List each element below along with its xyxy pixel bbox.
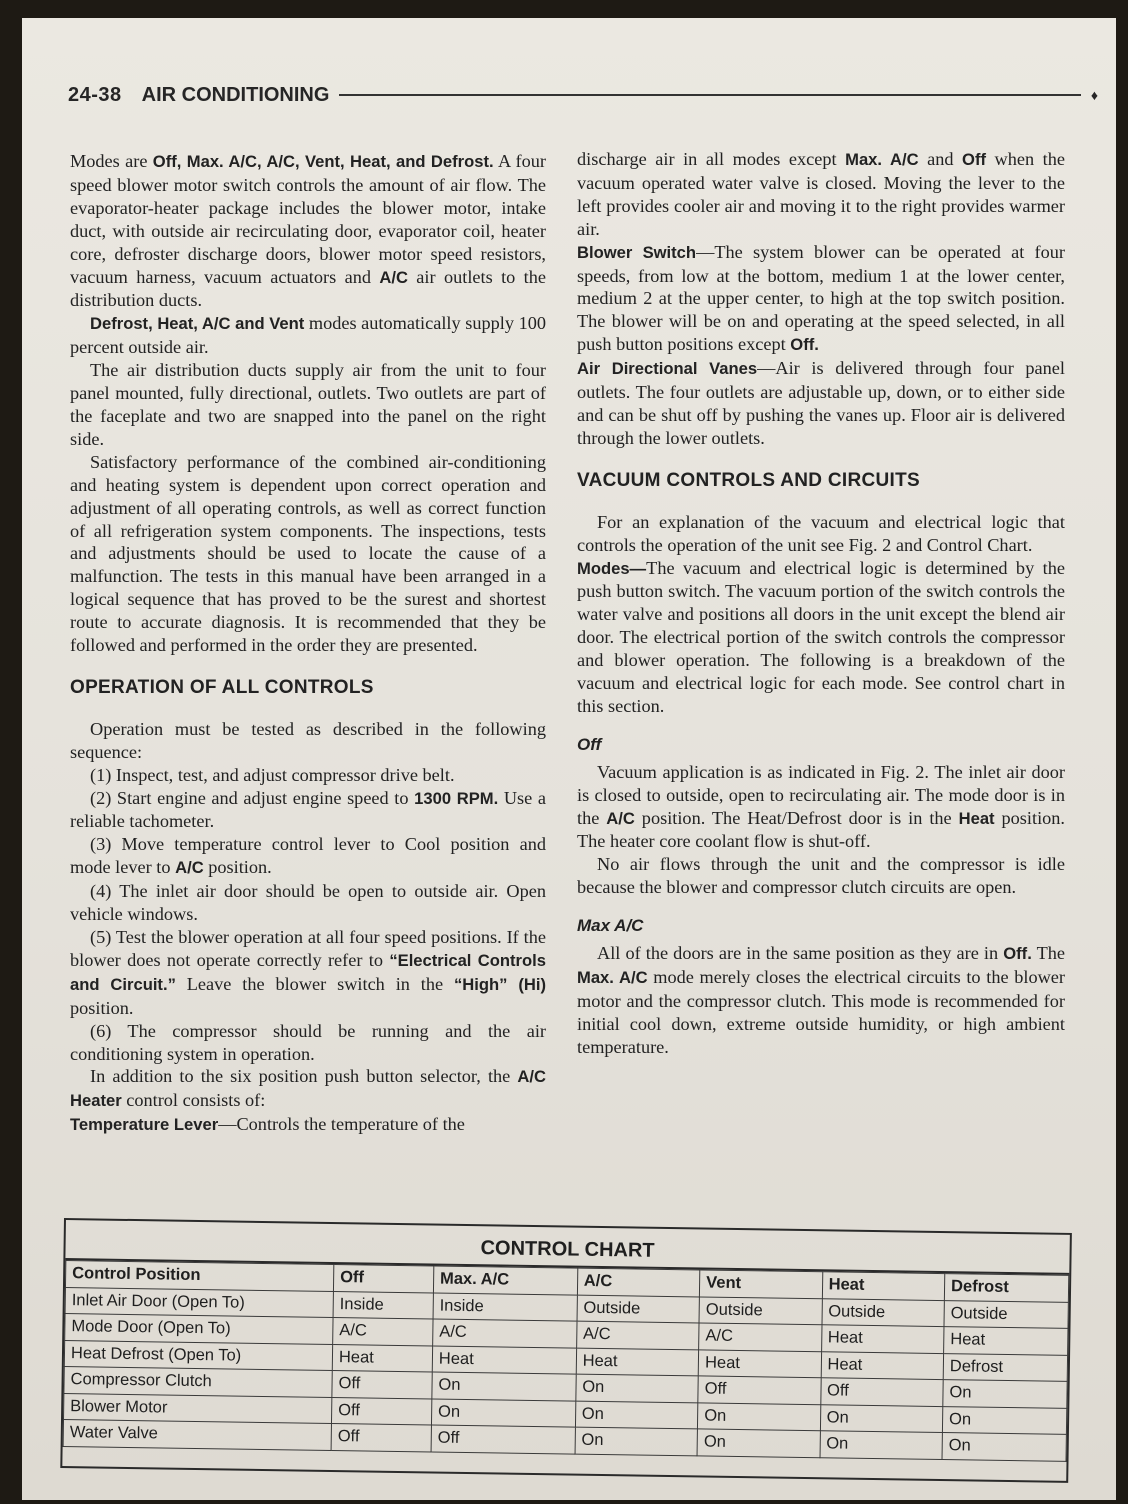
paragraph: Satisfactory performance of the combined air-conditioning and heating system is dependent upon correct operation and adjustment of all operating controls, as well as correct function of all refrigeration system components. The inspections, tests and adjustments should be used to locate the cause of a malfunction. The tests in this manual have been arranged in a logical sequence that has proved to be the surest and shortest route to accurate diagnosis. It is recommended that they be followed and performed in the order they are presented.: [70, 451, 546, 656]
table-cell: A/C: [433, 1319, 577, 1348]
table-cell: Outside: [944, 1300, 1068, 1328]
text: In addition to the six position push button selector, the: [90, 1066, 518, 1087]
paragraph: [70, 1065, 546, 1113]
text: modes automatically supply 100 percent outside air.: [70, 313, 546, 358]
table-cell: Inlet Air Door (Open To): [65, 1287, 333, 1317]
table-cell: On: [432, 1372, 576, 1401]
paragraph: No air flows through the unit and the compressor is idle because the blower and compressor clutch circuits are open.: [577, 854, 1065, 898]
bold-text: Defrost, Heat, A/C and Vent: [90, 314, 305, 334]
bold-text: “High” (Hi): [453, 974, 546, 994]
step-item: [70, 787, 546, 834]
vacuum-heading: VACUUM CONTROLS AND CIRCUITS: [577, 469, 920, 491]
bold-text: Max. A/C: [845, 150, 919, 169]
diamond-icon: ♦: [1090, 87, 1098, 103]
table-cell: Outside: [822, 1298, 945, 1326]
text: when the vacuum operated water valve is closed. Moving the lever to the left provides cooler air and moving it to the right provides warmer air.: [577, 149, 1065, 239]
table-cell: On: [697, 1429, 820, 1457]
table-cell: Outside: [699, 1296, 822, 1324]
text: —Air is delivered through four panel outlets. The four outlets are adjustable up, down, or to either side and can be shut off by pushing the vanes up. Floor air is delivered through the lower outlets.: [577, 358, 1065, 448]
step-item: (4) The inlet air door should be open to outside air. Open vehicle windows.: [70, 881, 546, 925]
text: Modes are: [70, 151, 153, 171]
text: position.: [70, 997, 134, 1018]
table-cell: Heat Defrost (Open To): [64, 1340, 332, 1370]
bold-text: A/C: [379, 267, 408, 287]
table-cell: A/C: [699, 1323, 822, 1351]
text: position.: [203, 857, 272, 878]
bold-text: Blower Switch: [577, 242, 697, 262]
table-cell: Inside: [333, 1291, 433, 1319]
table-cell: Off: [332, 1370, 432, 1398]
bold-text: Off: [962, 150, 986, 169]
bold-text: Modes—: [577, 558, 647, 578]
paragraph: [577, 357, 1065, 450]
table-cell: Off: [331, 1423, 431, 1451]
table-cell: Heat: [821, 1351, 944, 1379]
column-header: Defrost: [944, 1274, 1068, 1302]
paragraph: Operation must be tested as described in the following sequence:: [70, 718, 546, 762]
text: discharge air in all modes except: [577, 149, 846, 169]
bold-text: 1300 RPM.: [414, 788, 499, 808]
table-cell: Off: [820, 1378, 943, 1406]
page-number: 24-38: [68, 83, 122, 106]
column-header: A/C: [577, 1268, 700, 1296]
table-cell: On: [820, 1431, 943, 1459]
column-header: Vent: [700, 1270, 823, 1298]
table-cell: Off: [698, 1376, 821, 1404]
off-heading: Off: [577, 734, 602, 754]
table-cell: Inside: [433, 1292, 577, 1321]
bold-text: A/C: [606, 808, 635, 828]
bold-text: Off, Max. A/C, A/C, Vent, Heat, and Defrost.: [152, 152, 494, 171]
section-title: AIR CONDITIONING: [141, 83, 330, 106]
paragraph: [577, 241, 1065, 358]
table-cell: Heat: [698, 1349, 821, 1377]
bold-text: Air Directional Vanes: [577, 359, 758, 379]
header-rule: [339, 94, 1080, 96]
text: —The system blower can be operated at four speeds, from low at the bottom, medium 1 at the lower center, medium 2 at the upper center, to high at the top switch position. The blower will be on and operating at the speed selected, in all push button positions except: [577, 241, 1065, 355]
table-cell: On: [575, 1427, 698, 1455]
operation-heading: OPERATION OF ALL CONTROLS: [70, 676, 374, 698]
table-cell: Heat: [944, 1327, 1068, 1355]
table-cell: On: [942, 1433, 1066, 1461]
text: A four speed blower motor switch controls the amount of air flow. The evaporator-heater package includes the blower motor, intake duct, with outside air recirculating door, evaporator coil, heater core, defroster discharge doors, blower motor speed resistors, vacuum harness, vacuum actuators and: [70, 151, 546, 287]
text: mode merely closes the electrical circuits to the blower motor and the compressor clutch. This mode is recommended for initial cool down, extreme outside humidity, or high ambient temperature.: [577, 967, 1065, 1057]
table-cell: On: [942, 1406, 1066, 1434]
bold-text: Off.: [1003, 944, 1032, 964]
table-cell: Off: [431, 1425, 575, 1454]
step-item: (6) The compressor should be running and the air conditioning system in operation.: [70, 1020, 546, 1064]
table-cell: On: [431, 1398, 575, 1427]
control-chart-title: CONTROL CHART: [65, 1220, 1069, 1275]
paragraph: [577, 761, 1065, 854]
table-cell: Heat: [576, 1348, 699, 1376]
paragraph: [70, 1113, 546, 1137]
paragraph: [70, 312, 546, 359]
table-cell: On: [820, 1404, 943, 1432]
table-cell: Heat: [332, 1344, 432, 1372]
text: The vacuum and electrical logic is determined by the push button switch. The vacuum portion of the switch controls the water valve and positions all doors in the unit except the blend air door. The electrical portion of the switch controls the compressor and blower operation. The following is a breakdown of the vacuum and electrical logic for each mode. See control chart in this section.: [577, 557, 1065, 716]
table-cell: Off: [331, 1397, 431, 1425]
bold-text: Off.: [790, 335, 819, 355]
text: control consists of:: [121, 1090, 266, 1111]
table-cell: On: [575, 1401, 698, 1429]
text: (3) Move temperature control lever to Cool position and mode lever to: [70, 834, 546, 878]
column-header: Heat: [822, 1272, 945, 1300]
bold-text: Max. A/C: [577, 968, 648, 987]
text: The: [1031, 943, 1065, 964]
max-ac-heading: Max A/C: [577, 916, 644, 936]
text: and: [918, 149, 963, 169]
table-cell: Heat: [432, 1345, 576, 1374]
bold-text: “Electrical Controls and Circuit.”: [70, 950, 546, 994]
step-item: (1) Inspect, test, and adjust compressor drive belt.: [90, 764, 455, 785]
bold-text: A/C Heater: [70, 1067, 546, 1111]
manual-page: [22, 18, 1116, 1500]
text: All of the doors are in the same position as they are in: [597, 943, 1004, 964]
left-column: [70, 150, 546, 1137]
column-header: Off: [333, 1265, 433, 1293]
text: air outlets to the distribution ducts.: [70, 266, 546, 311]
table-cell: Defrost: [943, 1353, 1067, 1381]
text: Leave the blower switch in the: [175, 973, 454, 994]
table-cell: A/C: [576, 1321, 699, 1349]
page-header: [68, 80, 1098, 110]
table-cell: Blower Motor: [64, 1393, 332, 1423]
table-cell: Compressor Clutch: [64, 1367, 332, 1397]
paragraph: [577, 148, 1065, 241]
paragraph: [577, 557, 1065, 718]
table-cell: On: [576, 1374, 699, 1402]
text: —Controls the temperature of the: [218, 1114, 465, 1135]
text: (5) Test the blower operation at all four speed positions. If the blower does not operate correctly refer to: [70, 927, 546, 970]
table-cell: Water Valve: [63, 1420, 331, 1450]
column-header: Control Position: [65, 1261, 333, 1291]
paragraph: [577, 942, 1065, 1059]
right-column: [577, 148, 1065, 1059]
text: (2) Start engine and adjust engine speed to: [90, 787, 415, 808]
step-item: [70, 833, 546, 880]
table-cell: Mode Door (Open To): [65, 1314, 333, 1344]
table-cell: A/C: [333, 1318, 433, 1346]
bold-text: Temperature Lever: [70, 1115, 219, 1135]
paragraph: For an explanation of the vacuum and electrical logic that controls the operation of the unit see Fig. 2 and Control Chart.: [577, 511, 1065, 555]
text: Use a reliable tachometer.: [70, 787, 546, 832]
paragraph: The air distribution ducts supply air from the unit to four panel mounted, fully directional, outlets. Two outlets are part of the faceplate and two are snapped into the panel on the right side.: [70, 360, 546, 449]
table-cell: On: [698, 1402, 821, 1430]
table-cell: Heat: [821, 1325, 944, 1353]
control-chart: [60, 1218, 1072, 1483]
bold-text: Heat: [958, 808, 995, 828]
text: position. The Heat/Defrost door is in the: [634, 807, 959, 828]
table-cell: Outside: [577, 1295, 700, 1323]
column-header: Max. A/C: [433, 1266, 577, 1295]
table-cell: On: [943, 1380, 1067, 1408]
text: Vacuum application is as indicated in Fig. 2. The inlet air door is closed to outside, open to recirculating air. The mode door is in the: [577, 761, 1065, 828]
text: position. The heater core coolant flow is shut-off.: [577, 807, 1066, 852]
step-item: [70, 926, 546, 1020]
bold-text: A/C: [175, 858, 204, 878]
paragraph: [70, 150, 546, 312]
control-chart-table: [63, 1260, 1070, 1461]
